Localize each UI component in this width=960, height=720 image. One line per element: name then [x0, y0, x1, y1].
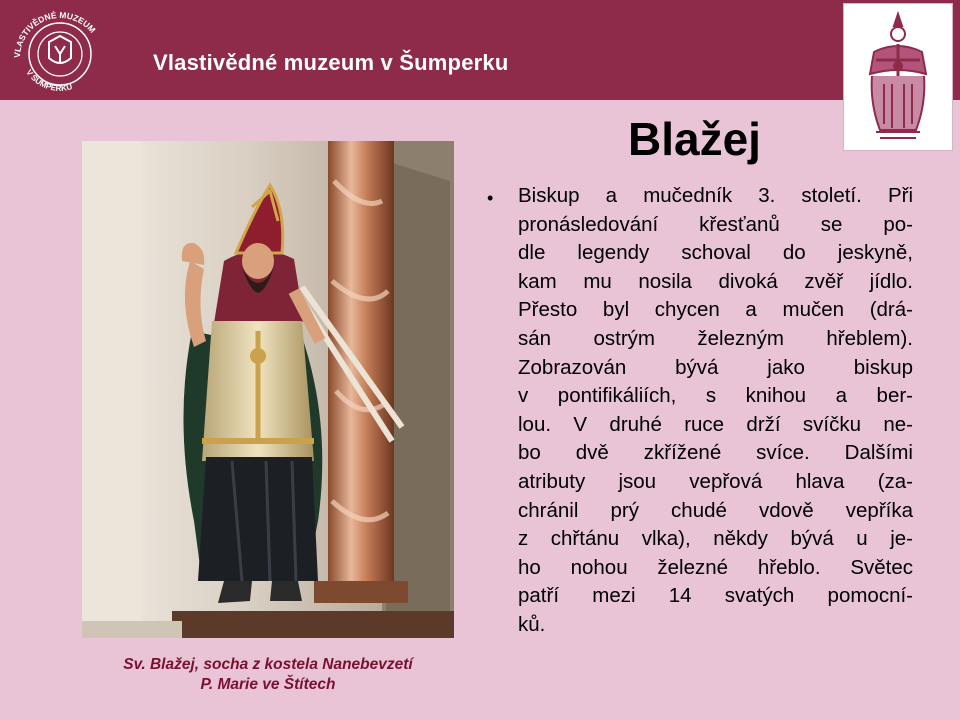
header-bar — [0, 0, 960, 100]
text-line: pronásledování křesťanů se po- — [518, 212, 913, 236]
museum-name: Vlastivědné muzeum v Šumperku — [153, 50, 509, 75]
text-line: sán ostrým železným hřeblem). — [518, 326, 913, 350]
text-line: bo dvě zkřížené svíce. Dalšími — [518, 441, 913, 465]
text-line: z chřtánu vlka), někdy bývá u je- — [518, 527, 913, 551]
text-line: Zobrazován bývá jako biskup — [518, 355, 913, 379]
text-line: chránil prý chudé vdově vepříka — [518, 498, 913, 522]
caption-line-1: Sv. Blažej, socha z kostela Nanebevzetí — [123, 656, 413, 673]
text-line: v pontifikáliích, s knihou a ber- — [518, 384, 913, 408]
text-line: kam mu nosila divoká zvěř jídlo. — [518, 269, 913, 293]
text-line: patří mezi 14 svatých pomocní- — [518, 584, 913, 608]
bullet-dot-icon: • — [487, 188, 494, 208]
statue-photo — [82, 141, 454, 638]
museum-logo — [6, 6, 114, 94]
text-line: atributy jsou vepřová hlava (za- — [518, 469, 913, 493]
trinity-emblem — [843, 3, 953, 151]
description-text — [518, 182, 913, 640]
text-line: Přesto byl chycen a mučen (drá- — [518, 298, 913, 322]
text-line: ho nohou železné hřeblo. Světec — [518, 555, 913, 579]
photo-caption — [82, 655, 454, 695]
logo-ring-text: VLASTIVĚDNÉ MUZEUM — [11, 9, 98, 59]
logo-ring-text-bottom: V ŠUMPERKU — [24, 67, 74, 94]
text-line: ků. — [518, 612, 546, 636]
text-line: lou. V druhé ruce drží svíčku ne- — [518, 412, 913, 436]
text-line: Biskup a mučedník 3. století. Při — [518, 184, 913, 207]
caption-line-2: P. Marie ve Štítech — [200, 676, 336, 693]
slide-title: Blažej — [628, 113, 761, 165]
text-line: dle legendy schoval do jeskyně, — [518, 241, 913, 265]
